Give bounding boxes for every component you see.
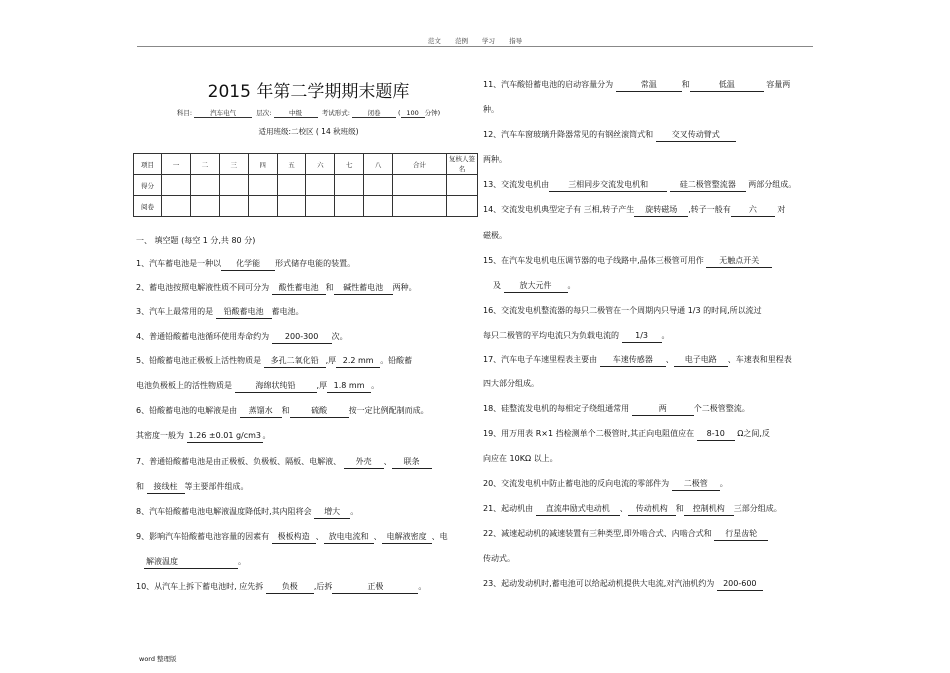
question-9-cont xyxy=(144,556,246,569)
q-answer: 蒸馏水 xyxy=(240,405,282,418)
q-text: 按一定比例配制而成。 xyxy=(348,406,429,415)
score-cell[interactable] xyxy=(335,196,364,217)
q-text: 容量两 xyxy=(766,80,791,89)
q-text: 电池负极板上的活性物质是 xyxy=(136,381,232,390)
q-text: 7、普通铅酸蓄电池是由正极板、负极板、隔板、电解液、 xyxy=(136,457,342,466)
score-cell[interactable] xyxy=(364,196,393,217)
q-text: 。 xyxy=(567,281,576,290)
q-answer: 电解液密度 xyxy=(382,531,432,544)
level-value: 中级 xyxy=(274,108,318,118)
q-text: 8、汽车铅酸蓄电池电解液温度降低时,其内阻将会 xyxy=(136,507,312,516)
q-text: 、 xyxy=(383,457,392,466)
page-footer: word 整理版 xyxy=(139,655,177,663)
header-item: 学习 xyxy=(482,37,496,45)
question-5 xyxy=(136,355,412,368)
score-cell[interactable] xyxy=(162,196,191,217)
score-cell[interactable] xyxy=(277,196,306,217)
q-answer: 碱性蓄电池 xyxy=(334,282,393,295)
q-text: 每只二极管的平均电流只为负载电流的 xyxy=(483,331,619,340)
subject-label: 科目: xyxy=(176,109,193,117)
q-text: 13、交流发电机由 xyxy=(483,180,550,189)
question-4 xyxy=(136,331,348,344)
question-14-cont: 磁极。 xyxy=(483,231,507,240)
q-answer: 硫酸 xyxy=(290,405,349,418)
q-answer: 联条 xyxy=(392,456,432,469)
q-text: 12、汽车车窗玻璃升降器常见的有钢丝滚筒式和 xyxy=(483,130,654,139)
q-text: 形式储存电能的装置。 xyxy=(275,259,356,268)
subject-value: 汽车电气 xyxy=(194,108,252,118)
q-answer: 放电电流和 xyxy=(324,531,374,544)
question-11-cont: 种。 xyxy=(483,105,499,114)
q-text: 4、普通铅酸蓄电池循环使用寿命约为 xyxy=(136,332,270,341)
score-header-cell: 一 xyxy=(162,154,191,175)
q-text: 3、汽车上最常用的是 xyxy=(136,307,214,316)
question-8 xyxy=(136,506,358,519)
q-text: ,厚 xyxy=(325,356,337,365)
duration-open: ( xyxy=(398,109,401,117)
question-5-cont xyxy=(136,380,379,393)
question-2 xyxy=(136,282,417,295)
q-text: 21、起动机由 xyxy=(483,504,534,513)
score-header-cell: 合计 xyxy=(393,154,447,175)
q-answer: 外壳 xyxy=(344,456,384,469)
question-10 xyxy=(136,581,426,594)
q-text: 5、铅酸蓄电池正极板上活性物质是 xyxy=(136,356,262,365)
q-answer: 解液温度 xyxy=(144,556,238,569)
question-1 xyxy=(136,258,355,271)
question-21 xyxy=(483,503,782,516)
question-19 xyxy=(483,428,770,441)
q-text: 两部分组成。 xyxy=(748,180,797,189)
q-answer: 1.26 ±0.01 g/cm3 xyxy=(187,430,263,443)
question-11 xyxy=(483,79,790,92)
q-answer: 车速传感器 xyxy=(600,354,666,367)
score-table-header xyxy=(134,154,478,175)
q-answer: 三相同步交流发电机和 xyxy=(549,179,667,192)
q-text: 、 xyxy=(619,504,628,513)
q-answer: 1/3 xyxy=(622,330,662,343)
section-heading: 一、 填空题 (每空 1 分,共 80 分) xyxy=(136,236,256,245)
q-answer: 硅二极管整流器 xyxy=(670,179,746,192)
q-answer: 铅酸蓄电池 xyxy=(216,306,272,319)
q-text: 和 xyxy=(136,482,144,491)
score-cell[interactable] xyxy=(306,196,335,217)
q-answer: 负极 xyxy=(266,581,314,594)
q-answer: 海绵状纯铅 xyxy=(235,380,317,393)
question-17 xyxy=(483,354,792,367)
score-cell[interactable] xyxy=(277,175,306,196)
score-header-cell: 六 xyxy=(306,154,335,175)
question-13 xyxy=(483,179,796,192)
score-header-cell: 七 xyxy=(335,154,364,175)
score-cell[interactable] xyxy=(219,175,248,196)
question-23 xyxy=(483,578,763,591)
q-text: 次。 xyxy=(331,332,348,341)
q-answer: 放大元件 xyxy=(504,280,568,293)
q-text: 6、铅酸蓄电池的电解液是由 xyxy=(136,406,238,415)
q-text: 19、用万用表 R×1 挡检测单个二极管时,其正向电阻值应在 xyxy=(483,429,695,438)
q-answer: 200-300 xyxy=(272,331,332,344)
q-answer: 六 xyxy=(731,204,775,217)
q-text: 2、蓄电池按照电解液性质不同可分为 xyxy=(136,283,270,292)
exam-title: 2015 年第二学期期末题库 xyxy=(207,82,410,102)
q-text: Ω之间,反 xyxy=(737,429,770,438)
q-answer: 正极 xyxy=(332,581,418,594)
q-answer: 直流串励式电动机 xyxy=(536,503,620,516)
q-answer: 常温 xyxy=(616,79,682,92)
q-answer: 二极管 xyxy=(672,478,720,491)
q-text: 蓄电池。 xyxy=(271,307,304,316)
q-text: 和 xyxy=(281,406,290,415)
q-answer: 交叉传动臂式 xyxy=(656,129,736,142)
header-item: 范文 xyxy=(427,37,441,45)
q-answer: 增大 xyxy=(314,506,350,519)
score-cell[interactable] xyxy=(447,175,478,196)
q-text: 、电 xyxy=(431,532,448,541)
score-cell[interactable] xyxy=(364,175,393,196)
q-text: 和 xyxy=(681,80,690,89)
score-header-cell: 八 xyxy=(364,154,393,175)
q-answer: 1.8 mm xyxy=(327,380,371,393)
q-text: ,厚 xyxy=(316,381,328,390)
question-16-cont xyxy=(483,330,670,343)
q-answer: 化学能 xyxy=(221,258,275,271)
question-9 xyxy=(136,531,448,544)
question-16: 16、交流发电机整流器的每只二极管在一个周期内只导通 1/3 的时间,所以流过 xyxy=(483,306,762,315)
score-cell[interactable] xyxy=(447,196,478,217)
q-text: ,后拆 xyxy=(313,582,333,591)
q-answer: 低温 xyxy=(690,79,764,92)
score-cell[interactable] xyxy=(335,175,364,196)
question-12-cont: 两种。 xyxy=(483,155,507,164)
question-22-cont: 传动式。 xyxy=(483,554,515,563)
q-text: 两种。 xyxy=(392,283,417,292)
q-text: 其密度一般为 xyxy=(136,431,184,440)
q-text: 23、起动发动机时,蓄电池可以给起动机提供大电流,对汽油机约为 xyxy=(483,579,715,588)
question-19-cont: 向应在 10KΩ 以上。 xyxy=(483,454,558,463)
q-answer: 多孔二氧化铅 xyxy=(264,355,326,368)
question-15 xyxy=(483,255,772,268)
question-15-cont xyxy=(493,280,576,293)
q-answer: 两 xyxy=(632,403,694,416)
header-rule xyxy=(137,46,813,47)
q-answer: 8-10 xyxy=(697,428,735,441)
q-answer: 无触点开关 xyxy=(706,255,772,268)
question-22 xyxy=(483,528,768,541)
q-text: 。 xyxy=(719,479,728,488)
score-row xyxy=(134,175,478,196)
q-answer: 酸性蓄电池 xyxy=(272,282,326,295)
q-text: ,转子一般有 xyxy=(688,205,731,214)
q-answer: 极板构造 xyxy=(272,531,316,544)
q-text: 。 xyxy=(371,381,380,390)
q-text: 和 xyxy=(675,504,684,513)
q-text: 11、汽车酸铅蓄电池的启动容量分为 xyxy=(483,80,614,89)
q-answer: 电子电路 xyxy=(674,354,728,367)
question-17-cont: 四大部分组成。 xyxy=(483,379,539,388)
question-6-cont xyxy=(136,430,271,443)
q-text: 等主要部件组成。 xyxy=(184,482,249,491)
q-text: 、车速表和里程表 xyxy=(727,355,792,364)
header-item: 范例 xyxy=(454,37,468,45)
question-12 xyxy=(483,129,736,142)
question-20 xyxy=(483,478,728,491)
duration-value: 100 xyxy=(401,109,425,118)
score-cell[interactable] xyxy=(162,175,191,196)
q-text: 1、汽车蓄电池是一种以 xyxy=(136,259,222,268)
q-text: 。 xyxy=(262,431,271,440)
score-header-cell: 四 xyxy=(248,154,277,175)
score-header-cell: 二 xyxy=(190,154,219,175)
q-answer: 接线柱 xyxy=(147,481,185,494)
q-text: 18、硅整流发电机的每相定子绕组通常用 xyxy=(483,404,630,413)
q-text: 。 xyxy=(418,582,427,591)
q-answer: 旋转磁场 xyxy=(634,204,688,217)
q-text: 和 xyxy=(325,283,334,292)
duration-unit: 分钟) xyxy=(424,109,441,117)
question-7-cont xyxy=(136,481,249,494)
q-text: 。 xyxy=(661,331,670,340)
score-cell[interactable] xyxy=(248,196,277,217)
question-6 xyxy=(136,405,429,418)
score-cell[interactable] xyxy=(219,196,248,217)
q-text: 个二极管整流。 xyxy=(693,404,750,413)
q-text: 。 xyxy=(350,507,359,516)
score-header-cell: 项目 xyxy=(134,154,162,175)
score-cell[interactable] xyxy=(248,175,277,196)
q-text: 对 xyxy=(777,205,786,214)
format-value: 闭卷 xyxy=(352,108,396,118)
question-14 xyxy=(483,204,785,217)
grader-row xyxy=(134,196,478,217)
q-text: 10、从汽车上拆下蓄电池时, 应先拆 xyxy=(136,582,264,591)
q-text: 、 xyxy=(373,532,382,541)
exam-meta xyxy=(136,108,481,118)
q-text: 三部分组成。 xyxy=(733,504,782,513)
q-text: 15、在汽车发电机电压调节器的电子线路中,晶体三极管可用作 xyxy=(483,256,704,265)
score-header-cell: 三 xyxy=(219,154,248,175)
q-text: 。 xyxy=(238,557,246,566)
score-table xyxy=(133,153,478,217)
score-header-cell: 复核人签名 xyxy=(447,154,478,175)
q-answer: 控制机构 xyxy=(684,503,734,516)
q-text: 及 xyxy=(493,281,501,290)
q-text: 、 xyxy=(665,355,674,364)
q-text: 22、减速起动机的减速装置有三种类型,即外啮合式、内啮合式和 xyxy=(483,529,712,538)
q-answer: 行星齿轮 xyxy=(714,528,768,541)
level-label: 层次: xyxy=(256,109,272,117)
score-cell[interactable] xyxy=(306,175,335,196)
question-3 xyxy=(136,306,304,319)
score-cell[interactable] xyxy=(393,196,447,217)
format-label: 考试形式: xyxy=(321,109,350,117)
class-line: 适用班级:二校区 ( 14 秋班级) xyxy=(258,127,359,136)
q-text: 。铅酸蓄 xyxy=(380,356,413,365)
q-answer: 2.2 mm xyxy=(336,355,380,368)
q-text: 17、汽车电子车速里程表主要由 xyxy=(483,355,598,364)
q-text: 20、交流发电机中防止蓄电池的反向电流的零部件为 xyxy=(483,479,670,488)
score-row-label: 得分 xyxy=(134,175,162,196)
score-cell[interactable] xyxy=(190,196,219,217)
q-answer: 传动机构 xyxy=(628,503,676,516)
score-row-label: 阅卷 xyxy=(134,196,162,217)
page-header xyxy=(0,36,950,45)
question-18 xyxy=(483,403,750,416)
q-text: 9、影响汽车铅酸蓄电池容量的因素有 xyxy=(136,532,270,541)
q-text: 、 xyxy=(315,532,324,541)
header-item: 指导 xyxy=(509,37,523,45)
question-7 xyxy=(136,456,432,469)
q-answer: 200-600 xyxy=(717,578,763,591)
score-header-cell: 五 xyxy=(277,154,306,175)
score-cell[interactable] xyxy=(190,175,219,196)
score-cell[interactable] xyxy=(393,175,447,196)
q-text: 14、交流发电机典型定子有 三相,转子产生 xyxy=(483,205,635,214)
